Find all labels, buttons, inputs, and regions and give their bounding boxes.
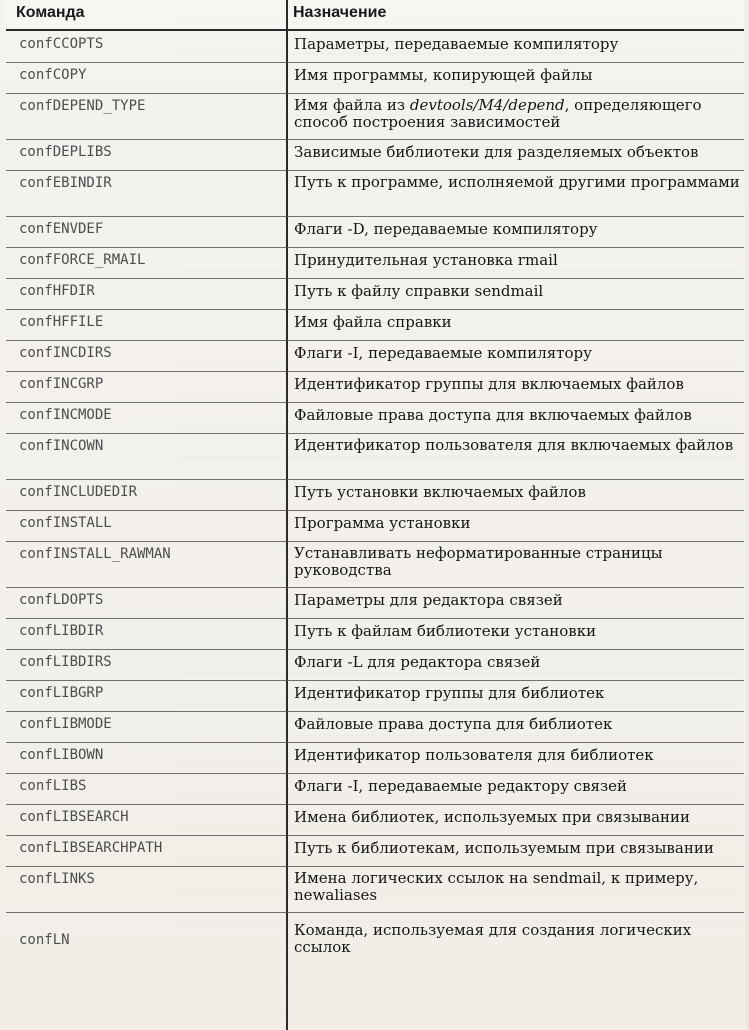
purpose-cell: [294, 653, 740, 671]
purpose-cell: [294, 777, 740, 795]
purpose-cell: [294, 684, 740, 702]
purpose-text: Путь установки включаемых файлов: [294, 483, 586, 501]
purpose-cell: [294, 344, 740, 362]
table-row: [6, 680, 744, 712]
purpose-cell: [294, 35, 740, 53]
command-cell: confINCOWN: [19, 438, 104, 454]
purpose-text: Имя файла справки: [294, 313, 452, 331]
commands-table: [6, 0, 744, 1030]
purpose-text: Флаги -L для редактора связей: [294, 653, 541, 671]
purpose-text: Команда, используемая для создания логических ссылок: [294, 921, 692, 957]
table-row: [6, 62, 744, 94]
command-cell: confLIBSEARCHPATH: [19, 840, 163, 856]
table-row: [6, 649, 744, 681]
command-cell: confLIBS: [19, 778, 87, 794]
purpose-text: Файловые права доступа для библиотек: [294, 715, 613, 733]
command-cell: confLN: [19, 932, 70, 948]
table-row: [6, 866, 744, 913]
table-row: [6, 835, 744, 867]
purpose-text: Параметры для редактора связей: [294, 591, 563, 609]
command-cell: confENVDEF: [19, 221, 104, 237]
purpose-cell: [294, 922, 740, 957]
page-edge: [744, 0, 749, 1030]
purpose-text: Путь к библиотекам, используемым при связывании: [294, 839, 714, 857]
table-row: [6, 278, 744, 310]
purpose-text: Путь к программе, исполняемой другими программами: [294, 173, 740, 191]
command-cell: confLINKS: [19, 871, 95, 887]
table-row: [6, 340, 744, 372]
table-row: [6, 31, 744, 63]
purpose-text: Устанавливать неформатированные страницы руководства: [294, 544, 663, 580]
purpose-cell: [294, 746, 740, 764]
table-row: [6, 216, 744, 248]
table-row: [6, 479, 744, 511]
table-row: [6, 618, 744, 650]
purpose-text: Идентификатор пользователя для библиотек: [294, 746, 654, 764]
command-cell: confLDOPTS: [19, 592, 104, 608]
header-command: Команда: [16, 4, 85, 21]
purpose-text: Флаги -D, передаваемые компилятору: [294, 220, 598, 238]
purpose-text: Имя программы, копирующей файлы: [294, 66, 593, 84]
command-cell: confLIBDIRS: [19, 654, 112, 670]
command-cell: confINSTALL_RAWMAN: [19, 546, 171, 562]
purpose-cell: [294, 375, 740, 393]
purpose-cell: [294, 313, 740, 331]
purpose-cell: [294, 622, 740, 640]
purpose-text: Параметры, передаваемые компилятору: [294, 35, 619, 53]
table-row: [6, 139, 744, 171]
command-cell: confCCOPTS: [19, 36, 104, 52]
purpose-cell: [294, 870, 740, 905]
header-purpose: Назначение: [293, 4, 387, 21]
command-cell: confINCDIRS: [19, 345, 112, 361]
purpose-cell: [294, 437, 740, 454]
purpose-cell: [294, 715, 740, 733]
purpose-text: Идентификатор пользователя для включаемых файлов: [294, 436, 734, 454]
command-cell: confHFDIR: [19, 283, 95, 299]
command-cell: confINCLUDEDIR: [19, 484, 138, 500]
purpose-text: Принудительная установка rmail: [294, 251, 558, 269]
purpose-cell: [294, 174, 740, 191]
purpose-cell: [294, 66, 740, 84]
purpose-cell: [294, 591, 740, 609]
purpose-text: Файловые права доступа для включаемых файлов: [294, 406, 692, 424]
purpose-text: Флаги -I, передаваемые редактору связей: [294, 777, 628, 795]
purpose-text: Программа установки: [294, 514, 471, 532]
purpose-text: Идентификатор группы для включаемых файлов: [294, 375, 684, 393]
purpose-cell: [294, 545, 740, 580]
table-row: [6, 93, 744, 140]
purpose-text: Путь к файлу справки sendmail: [294, 282, 544, 300]
command-cell: confINSTALL: [19, 515, 112, 531]
command-cell: confLIBOWN: [19, 747, 104, 763]
purpose-text: Имена логических ссылок на sendmail, к примеру, newaliases: [294, 869, 699, 905]
table-row: [6, 170, 744, 217]
purpose-cell: [294, 97, 740, 132]
command-cell: confLIBSEARCH: [19, 809, 129, 825]
purpose-cell: [294, 406, 740, 424]
command-cell: confHFFILE: [19, 314, 104, 330]
table-row: [6, 510, 744, 542]
purpose-cell: [294, 839, 740, 857]
purpose-cell: [294, 282, 740, 300]
command-cell: confEBINDIR: [19, 175, 112, 191]
purpose-cell: [294, 483, 740, 501]
purpose-text: Идентификатор группы для библиотек: [294, 684, 605, 702]
purpose-cell: [294, 514, 740, 532]
table-row: [6, 541, 744, 588]
command-cell: confINCGRP: [19, 376, 104, 392]
table-row: [6, 402, 744, 434]
table-row: [6, 773, 744, 805]
table-row: [6, 247, 744, 279]
purpose-text: Имена библиотек, используемых при связывании: [294, 808, 691, 826]
purpose-text-continuation: , определяющего способ построения зависимостей: [294, 96, 702, 132]
table-row: [6, 309, 744, 341]
table-row: [6, 912, 744, 970]
purpose-text: Путь к файлам библиотеки установки: [294, 622, 597, 640]
table-row: [6, 371, 744, 403]
table-row: [6, 433, 744, 480]
command-cell: confFORCE_RMAIL: [19, 252, 146, 268]
table-row: [6, 711, 744, 743]
table-row: [6, 742, 744, 774]
purpose-cell: [294, 251, 740, 269]
purpose-cell: [294, 220, 740, 238]
command-cell: confCOPY: [19, 67, 87, 83]
table-header: [6, 0, 744, 31]
purpose-cell: [294, 143, 740, 161]
command-cell: confLIBGRP: [19, 685, 104, 701]
command-cell: confLIBMODE: [19, 716, 112, 732]
command-cell: confINCMODE: [19, 407, 112, 423]
table-row: [6, 804, 744, 836]
purpose-text: Флаги -I, передаваемые компилятору: [294, 344, 592, 362]
command-cell: confDEPEND_TYPE: [19, 98, 146, 114]
purpose-text: Имя файла из: [294, 96, 410, 114]
table-row: [6, 587, 744, 619]
purpose-italic-text: devtools/M4/depend: [409, 96, 565, 114]
purpose-text: Зависимые библиотеки для разделяемых объектов: [294, 143, 699, 161]
command-cell: confLIBDIR: [19, 623, 104, 639]
purpose-cell: [294, 808, 740, 826]
command-cell: confDEPLIBS: [19, 144, 112, 160]
